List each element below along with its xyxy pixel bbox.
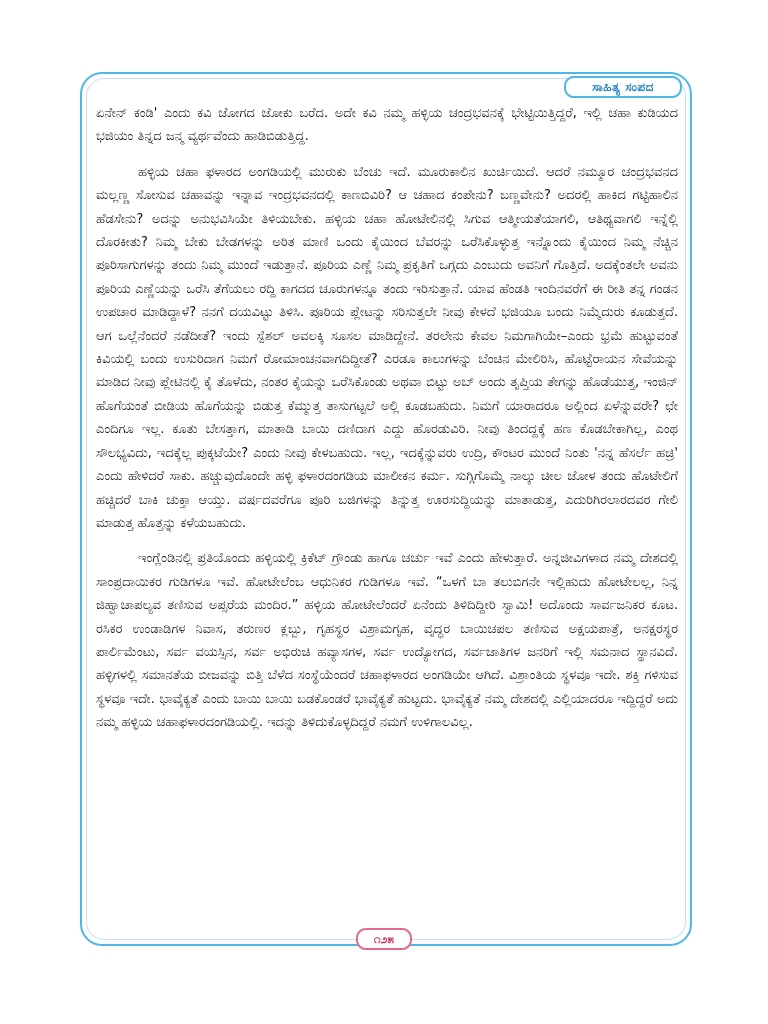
article-body xyxy=(96,102,678,735)
section-title-badge: ಸಾಹಿತ್ಯ ಸಂಪದ xyxy=(564,76,682,98)
paragraph-1: ಏನೇನ್ ಕಂಡಿ' ಎಂದು ಕವಿ ಜೋಗದ ಜೋಕು ಬರೆದ. ಅದೇ ಕವಿ ನಮ್ಮ ಹಳ್ಳಿಯ ಚಂದ್ರಭವನಕ್ಕೆ ಭೇಟ್ಟಿಯಿತ್ತಿದ್ದರೆ, ಇಲ್ಲಿ ಚಹಾ ಕುಡಿಯದ ಭಜಿಯಂ ತಿನ್ನದ ಜನ್ಮ ವ್ಯರ್ಥವೆಂದು ಹಾಡಿಬಿಡುತ್ತಿದ್ದ. xyxy=(96,106,678,145)
paragraph-3: ಇಂಗ್ಲೆಂಡಿನಲ್ಲಿ ಪ್ರತಿಯೊಂದು ಹಳ್ಳಿಯಲ್ಲಿ ಕ್ರಿಕೆಟ್ ಗ್ರೌಂಡು ಹಾಗೂ ಚರ್ಚು ಇವೆ ಎಂದು ಹೇಳುತ್ತಾರೆ. ಅನ್ನಜೀವಿಗಳಾದ ನಮ್ಮ ದೇಶದಲ್ಲಿ ಸಾಂಪ್ರದಾಯಿಕರ ಗುಡಿಗಳೂ ಇವೆ. ಹೋಟೇಲೆಂಬ ಆಧುನಿಕರ ಗುಡಿಗಳೂ ಇವೆ. “ಒಳಗೆ ಬಾ ತಲುಬಿಗನೇ ಇಲ್ಲಿಹುದು ಹೋಟೇಲಲ್ಲ, ನಿನ್ನ ಜಿಹ್ವಾಚಾಪಲ್ಯವ ತಣಿಸುವ ಅಪ್ಸರೆಯ ಮಂದಿರ.” ಹಳ್ಳಿಯ ಹೋಟೇಲೆಂದರೆ ಏನೆಂದು ತಿಳಿದಿದ್ದೀರಿ ಸ್ವಾಮಿ! ಅದೊಂದು ಸಾರ್ವಜನಿಕರ ಕೂಟ. ರಸಿಕರ ಉಂಡಾಡಿಗಳ ನಿವಾಸ, ತರುಣರ ಕ್ಲಬ್ಬು, ಗೃಹಸ್ಥರ ವಿಶ್ರಾಮಗೃಹ, ವೃದ್ಧರ ಬಾಯಿಚಪಲ ತಣಿಸುವ ಅಕ್ಷಯಪಾತ್ರೆ, ಅನಕ್ಷರಸ್ಥರ ಪಾರ್ಲಿಮೆಂಟು, ಸರ್ವ ವಯಸ್ಸಿನ, ಸರ್ವ ಅಭಿರುಚಿ ಹವ್ಯಾಸಗಳ, ಸರ್ವ ಉದ್ಯೋಗದ, ಸರ್ವಜಾತಿಗಳ ಜನರಿಗೆ ಇಲ್ಲಿ ಸಮನಾದ ಸ್ಥಾನವಿದೆ. ಹಳ್ಳಿಗಳಲ್ಲಿ ಸಮಾನತೆಯ ಬೀಜವನ್ನು ಬಿತ್ತಿ ಬೆಳೆದ ಸಂಸ್ಥೆಯೆಂದರೆ ಚಹಾಫಳಾರದ ಅಂಗಡಿಯೇ ಆಗಿದೆ. ವಿಶ್ರಾಂತಿಯ ಸ್ಥಳವೂ ಇದೇ. ಶಕ್ತಿ ಗಳಿಸುವ ಸ್ಥಳವೂ ಇದೇ. ಭಾವೈಕ್ಯತೆ ಎಂದು ಬಾಯಿ ಬಾಯಿ ಬಡಕೊಂಡರೆ ಭಾವೈಕ್ಯತೆ ಹುಟ್ಟದು. ಭಾವೈಕ್ಯತೆ ನಮ್ಮ ದೇಶದಲ್ಲಿ ಎಲ್ಲಿಯಾದರೂ ಇದ್ದಿದ್ದರೆ ಅದು ನಮ್ಮ ಹಳ್ಳಿಯ ಚಹಾಫಳಾರದಂಗಡಿಯಲ್ಲಿ. ಇದನ್ನು ತಿಳಿದುಕೊಳ್ಳದಿದ್ದರೆ ನಮಗೆ ಉಳಿಗಾಲವಿಲ್ಲ. xyxy=(96,551,678,731)
paragraph-2: ಹಳ್ಳಿಯ ಚಹಾ ಫಳಾರದ ಅಂಗಡಿಯಲ್ಲಿ ಮುರುಕು ಬೆಂಚು ಇದೆ. ಮೂರುಕಾಲಿನ ಖುರ್ಚಿಯಿದೆ. ಆದರೆ ನಮ್ಮೂರ ಚಂದ್ರಭವನದ ಮಲ್ಲಣ್ಣ ಸೋಸುವ ಚಹಾವನ್ನು ಇನ್ನಾವ ಇಂದ್ರಭವನದಲ್ಲಿ ಕಾಣಬಿವಿರಿ? ಆ ಚಹಾದ ಕಂಪೇನು? ಬಣ್ಣವೇನು? ಅದರಲ್ಲಿ ಹಾಕಿದ ಗಟ್ಟಿಹಾಲಿನ ಹೆಡಸೇನು? ಅದನ್ನು ಅನುಭವಿಸಿಯೇ ತಿಳಿಯಬೇಕು. ಹಳ್ಳಿಯ ಚಹಾ ಹೋಟೇಲಿನಲ್ಲಿ ಸಿಗುವ ಆತ್ಮೀಯತೆಯಾಗಲಿ, ಆತಿಥ್ಯವಾಗಲಿ ಇನ್ನೆಲ್ಲಿ ದೊರಕೀತು? ನಿಮ್ಮ ಬೇಕು ಬೇಡಗಳನ್ನು ಅರಿತ ಮಾಣಿ ಒಂದು ಕೈಯಿಂದ ಬೆವರನ್ನು ಒರೆಸಿಕೊಳ್ಳುತ್ತ ಇನ್ನೊಂದು ಕೈಯಿಂದ ನಿಮ್ಮ ನೆಚ್ಚಿನ ಪೂರಿಸಾಗುಗಳನ್ನು ತಂದು ನಿಮ್ಮ ಮುಂದೆ ಇಡುತ್ತಾನೆ. ಪೂರಿಯ ಎಣ್ಣೆ ನಿಮ್ಮ ಪ್ರಕೃತಿಗೆ ಒಗ್ಗದು ಎಂಬುದು ಅವನಿಗೆ ಗೊತ್ತಿದೆ. ಅದಕ್ಕೆಂತಲೇ ಅವನು ಪೂರಿಯ ಎಣ್ಣೆಯನ್ನು ಒರೆಸಿ ತೆಗೆಯಲು ರದ್ದಿ ಕಾಗದದ ಚೂರುಗಳನ್ನೂ ತಂದು ಇರಿಸುತ್ತಾನೆ. ಯಾವ ಹೆಂಡತಿ ಇಂದಿನವರೆಗೆ ಈ ರೀತಿ ತನ್ನ ಗಂಡನ ಉಪಚಾರ ಮಾಡಿದ್ದಾಳೆ? ನನಗೆ ದಯವಿಟ್ಟು ತಿಳಿಸಿ. ಪೂರಿಯ ಪ್ಲೇಟನ್ನು ಸರಿಸುತ್ತಲೇ ನೀವು ಕೇಳದೆ ಭಜಿಯೂ ಬಂದು ನಿಮ್ಮೆದುರು ಕೂಡುತ್ತದೆ. ಆಗ ಒಲ್ಲೆನೆಂದರೆ ನಡೆದೀತೆ? ಇಂದು ಸ್ಪೆಶಲ್ ಅವಲಕ್ಕಿ ಸೂಸಲ ಮಾಡಿದ್ದೇನೆ. ತರಲೇನು ಕೇವಲ ನಿಮಗಾಗಿಯೇ–ಎಂದು ಭ್ರಮೆ ಹುಟ್ಟುವಂತೆ ಕಿವಿಯಲ್ಲಿ ಬಂದು ಉಸುರಿದಾಗ ನಿಮಗೆ ರೋಮಾಂಚನವಾಗದಿದ್ದೀತೆ? ಎರಡೂ ಕಾಲುಗಳನ್ನು ಬೆಂಚಿನ ಮೇಲಿರಿಸಿ, ಹೊಟ್ಟೆರಾಯನ ಸೇವೆಯನ್ನು ಮಾಡಿದ ನೀವು ಪ್ಲೇಟಿನಲ್ಲಿ ಕೈ ತೊಳೆದು, ನಂತರ ಕೈಯನ್ನು ಒರೆಸಿಕೊಂಡು ಅಥವಾ ಬಿಟ್ಟು ಅಬ್ ಅಂದು ತೃಪ್ತಿಯ ತೇಗನ್ನು ಹೊಡೆಯುತ್ತ, ಇಂಜಿನ್ ಹೊಗೆಯಂತೆ ಬೀಡಿಯ ಹೊಗೆಯನ್ನು ಬಿಡುತ್ತ ಕೆಮ್ಮುತ್ತ ತಾಸುಗಟ್ಟಲೆ ಅಲ್ಲಿ ಕೂಡಬಹುದು. ನಿಮಗೆ ಯಾರಾದರೂ ಅಲ್ಲಿಂದ ಏಳೆನ್ನುವರೇ? ಛೇ ಎಂದಿಗೂ ಇಲ್ಲ. ಕೂತು ಬೇಸತ್ತಾಗ, ಮಾತಾಡಿ ಬಾಯಿ ದಣಿದಾಗ ಎದ್ದು ಹೊರಡುವಿರಿ. ನೀವು ತಿಂದದ್ದಕ್ಕೆ ಹಣ ಕೊಡಬೇಕಾಗಿಲ್ಲ, ಎಂಥ ಸೌಲಭ್ಯವಿದು, ಇದಕ್ಕೆಲ್ಲ ಪುಕ್ಕಟೆಯೇ? ಎಂದು ನೀವು ಕೇಳಬಹುದು. ಇಲ್ಲ, ಇದಕ್ಕೆನ್ನುವರು ಉದ್ರಿ, ಕೌಂಟರ ಮುಂದೆ ನಿಂತು 'ನನ್ನ ಹೆಸರ್ಲೆ ಹಚ್ರಿ' ಎಂದು ಹೇಳಿದರೆ ಸಾಕು. ಹಚ್ಚುವುದೊಂದೇ ಹಳ್ಳಿ ಫಳಾರದಂಗಡಿಯ ಮಾಲೀಕನ ಕರ್ಮ. ಸುಗ್ಗಿಗೊಮ್ಮೆ ನಾಲ್ಕು ಚೀಲ ಜೋಳ ತಂದು ಹೊಟೇಲಿಗೆ ಹಚ್ಚಿದರೆ ಬಾಕಿ ಚುಕ್ತಾ ಆಯ್ತು. ವರ್ಷದವರೆಗೂ ಪೂರಿ ಬಜಿಗಳನ್ನು ತಿನ್ನುತ್ತ ಊರಸುದ್ದಿಯನ್ನು ಮಾತಾಡುತ್ತ, ಎದುರಿಗಿರಲಾರದವರ ಗೇಲಿ ಮಾಡುತ್ತ ಹೊತ್ತನ್ನು ಕಳೆಯಬಹುದು. xyxy=(96,164,678,531)
page-number: ೧೨೫ xyxy=(356,928,412,950)
